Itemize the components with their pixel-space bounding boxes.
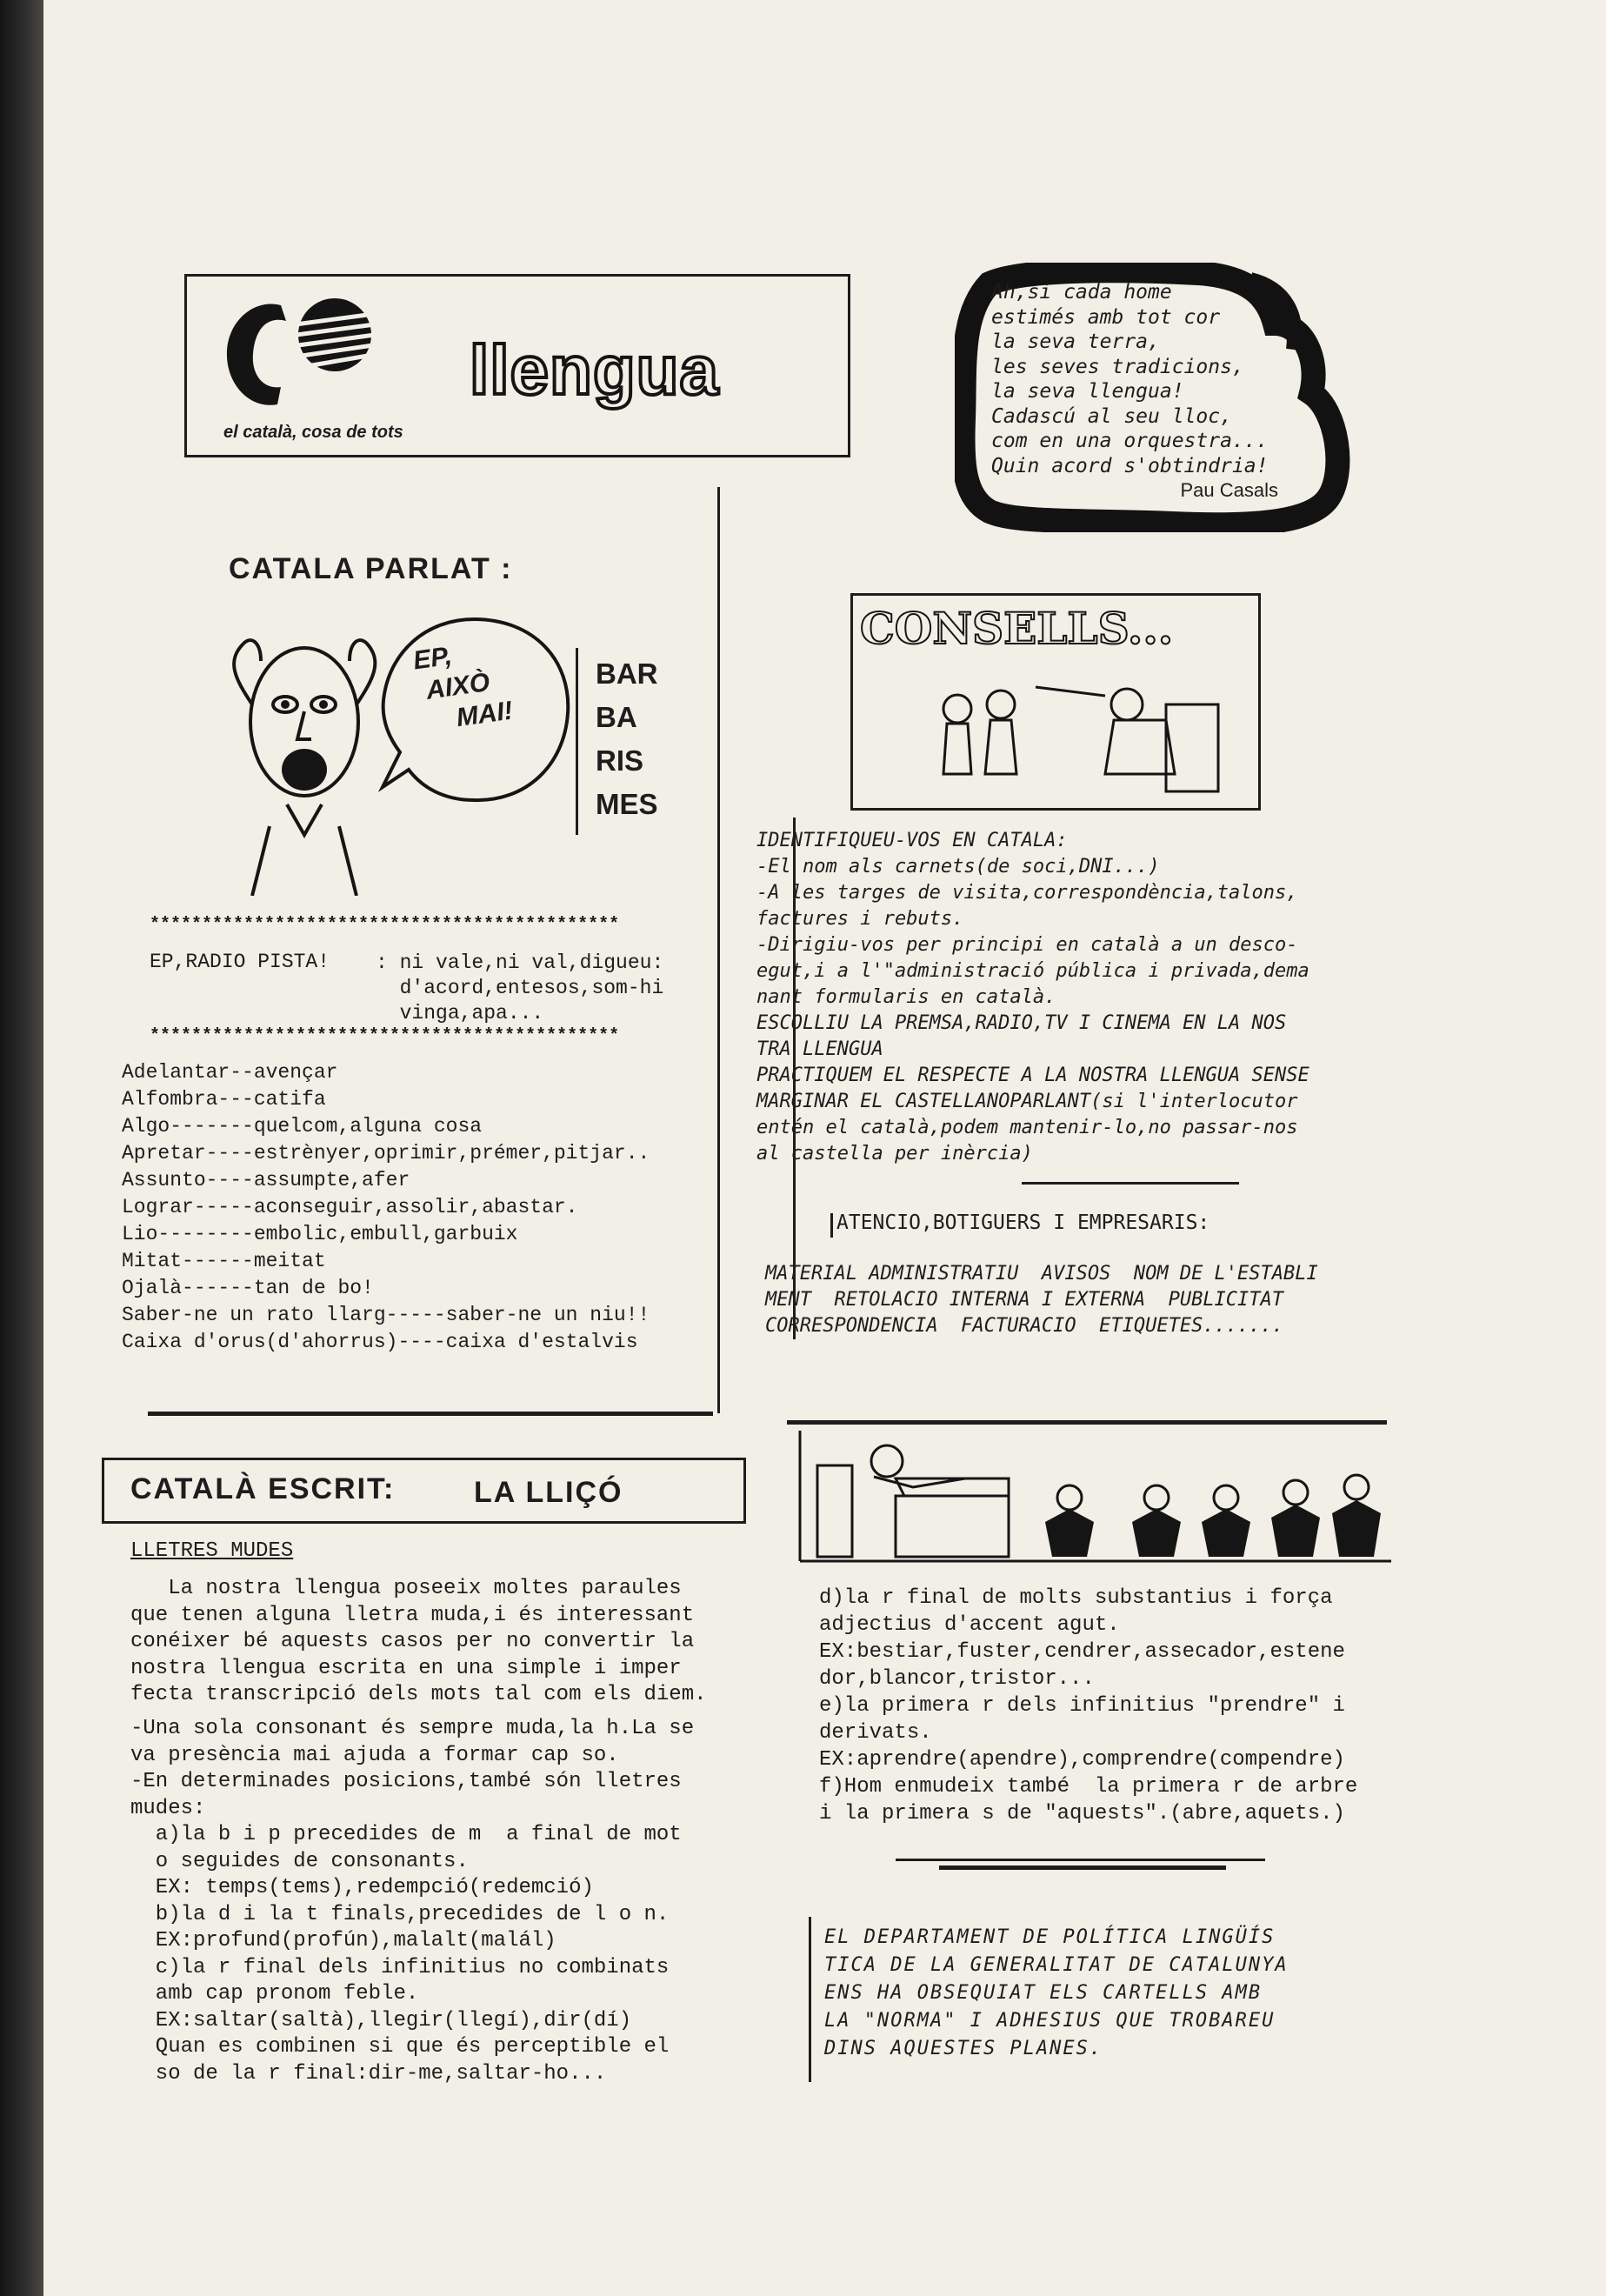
word-pair: Assunto----assumpte,afer (122, 1169, 410, 1191)
departament-note (824, 1924, 1289, 2063)
rule-line: amb cap pronom feble. (130, 1982, 419, 2006)
barbarismes-rule (576, 648, 578, 835)
consells-line: IDENTIFIQUEU-VOS EN CATALA: (756, 830, 1068, 851)
rule-line: b)la d i la t finals,precedides de l o n. (130, 1902, 670, 1926)
barbarismes-syllable: MES (596, 788, 658, 820)
word-pair: Adelantar--avençar (122, 1061, 338, 1084)
word-pair: Apretar----estrènyer,oprimir,prémer,pitjar.. (122, 1142, 650, 1165)
consells-line: TRA LLENGUA (756, 1038, 883, 1060)
rule-line: d)la r final de molts substantius i força (819, 1586, 1333, 1610)
rule-line: derivats. (819, 1721, 932, 1745)
intro-line: La nostra llengua poseeix moltes paraules (130, 1577, 682, 1600)
rule-line: -En determinades posicions,també són lletres (130, 1770, 682, 1793)
word-pair: Ojalà------tan de bo! (122, 1277, 374, 1299)
rule-line: mudes: (130, 1796, 206, 1820)
rule-line: va presència mai ajuda a formar cap so. (130, 1743, 619, 1767)
radio-line: d'acord,entesos,som-hi (376, 977, 664, 999)
material-list (765, 1261, 1318, 1339)
rule-line: EX:saltar(saltà),llegir(llegí),dir(dí) (130, 2008, 632, 2032)
quote-line: les seves tradicions, (991, 355, 1244, 378)
quote-text (991, 280, 1339, 504)
consells-line: factures i rebuts. (756, 908, 964, 930)
barbarismes-list (122, 1059, 650, 1356)
rule-line: f)Hom enmudeix també la primera r de arbre (819, 1775, 1358, 1799)
quote-line: Cadascú al seu lloc, (991, 404, 1232, 428)
radio-pista-label: EP,RADIO PISTA! (150, 951, 330, 973)
campaign-logo (213, 290, 387, 420)
barbarismes-syllable: RIS (596, 744, 644, 777)
intro-line: fecta transcripció dels mots tal com els diem. (130, 1683, 707, 1706)
rule-line: EX:bestiar,fuster,cendrer,assecador,estene (819, 1640, 1345, 1664)
radio-line: : ni vale,ni val,digueu: (376, 951, 664, 974)
section-title: llengua (470, 331, 720, 409)
radio-pista-text (376, 951, 663, 1026)
escrit-heading-box (102, 1458, 746, 1524)
material-line: MENT RETOLACIO INTERNA I EXTERNA PUBLICITAT (765, 1289, 1284, 1311)
rule-line: dor,blancor,tristor... (819, 1667, 1095, 1691)
quote-author: Pau Casals (1180, 479, 1278, 501)
rule-line: e)la primera r dels infinitius "prendre" i (819, 1694, 1345, 1718)
word-pair: Algo-------quelcom,alguna cosa (122, 1115, 483, 1138)
intro-line: conéixer bé aquests casos per no convertir la (130, 1630, 695, 1653)
rule-line: Quan es combinen si que és perceptible el (130, 2035, 670, 2059)
lletres-mudes-subheading: LLETRES MUDES (130, 1539, 294, 1563)
consells-line: ESCOLLIU LA PREMSA,RADIO,TV I CINEMA EN LA NOS (756, 1012, 1287, 1034)
star-rule-bottom: ********************************************* (150, 1026, 620, 1046)
bubble-line: EP, (411, 641, 454, 676)
teacher-children-illustration (905, 670, 1236, 800)
decorative-double-rule (939, 1866, 1226, 1870)
quote-line: Ah,si cada home (991, 281, 1172, 304)
classroom-illustration (791, 1426, 1400, 1570)
escrit-heading: CATALÀ ESCRIT: (130, 1472, 396, 1505)
escrit-rules-right (819, 1585, 1357, 1827)
decorative-double-rule (896, 1859, 1265, 1861)
rule-line: o seguides de consonants. (130, 1849, 469, 1873)
radio-line: vinga,apa... (376, 1002, 544, 1025)
departament-line: DINS AQUESTES PLANES. (824, 2038, 1103, 2059)
consells-line: -A les targes de visita,correspondència,talons, (756, 882, 1298, 904)
rule-line: i la primera s de "aquests".(abre,aquets.) (819, 1802, 1345, 1825)
escrit-lesson: LA LLIÇÓ (474, 1476, 623, 1509)
rule-line: EX:aprendre(apendre),comprendre(compendre) (819, 1748, 1345, 1772)
consells-rule (1022, 1182, 1239, 1185)
magazine-page (43, 0, 1606, 2296)
bubble-line: AIXÒ (424, 667, 492, 705)
consells-line: PRACTIQUEM EL RESPECTE A LA NOSTRA LLENGUA SENSE (756, 1065, 1309, 1086)
consells-text (756, 828, 1309, 1167)
parlat-heading: CATALA PARLAT : (229, 552, 513, 585)
speech-bubble-text (411, 633, 515, 739)
word-pair: Caixa d'orus(d'ahorrus)----caixa d'estalvis (122, 1331, 638, 1353)
word-pair: Alfombra---catifa (122, 1088, 326, 1111)
rule-line: -Una sola consonant és sempre muda,la h.La se (130, 1717, 695, 1740)
consells-line: nant formularis en català. (756, 986, 1056, 1008)
bubble-line: MAI! (454, 696, 515, 733)
rule-line: adjectius d'accent agut. (819, 1613, 1120, 1637)
quote-line: estimés amb tot cor (991, 305, 1221, 329)
material-line: CORRESPONDENCIA FACTURACIO ETIQUETES....... (765, 1315, 1284, 1337)
consells-box (850, 593, 1261, 811)
barbarismes-syllable: BAR (596, 657, 658, 690)
barbarismes-label (596, 652, 658, 826)
binding-shadow (0, 0, 43, 2296)
intro-line: que tenen alguna lletra muda,i és interessant (130, 1603, 695, 1627)
consells-line: al castella per inèrcia) (756, 1143, 1033, 1165)
quote-line: la seva terra, (991, 330, 1160, 353)
rule-line: c)la r final dels infinitius no combinats (130, 1955, 670, 1979)
departament-line: LA "NORMA" I ADHESIUS QUE TROBAREU (824, 2010, 1276, 2032)
word-pair: Lograr-----aconseguir,assolir,abastar. (122, 1196, 578, 1218)
quote-line: la seva llengua! (991, 380, 1184, 403)
section-separator-left (148, 1412, 713, 1416)
section-separator-right (787, 1420, 1387, 1425)
rule-line: EX:profund(profún),malalt(malál) (130, 1929, 556, 1952)
word-pair: Saber-ne un rato llarg-----saber-ne un niu!! (122, 1304, 650, 1326)
logo-tagline: el català, cosa de tots (223, 423, 403, 442)
quote-line: com en una orquestra... (991, 430, 1269, 452)
departament-frame (809, 1917, 811, 2082)
consells-line: -Dirigiu-vos per principi en català a un desco- (756, 934, 1298, 956)
escrit-rules (130, 1716, 694, 2087)
consells-line: entén el català,podem mantenir-lo,no passar-nos (756, 1117, 1298, 1138)
quote-line: Quin acord s'obtindria! (991, 454, 1269, 477)
star-rule-top: ********************************************* (150, 915, 620, 935)
escrit-intro (130, 1576, 707, 1709)
rule-line: so de la r final:dir-me,saltar-ho... (130, 2061, 607, 2086)
consells-title: CONSELLS... (860, 603, 1174, 654)
word-pair: Mitat------meitat (122, 1250, 326, 1272)
departament-line: ENS HA OBSEQUIAT ELS CARTELLS AMB (824, 1982, 1263, 2004)
llengua-header-box (184, 274, 850, 457)
departament-line: EL DEPARTAMENT DE POLÍTICA LINGÜÍS (824, 1926, 1276, 1948)
atencio-heading: ATENCIO,BOTIGUERS I EMPRESARIS: (836, 1211, 1210, 1234)
departament-line: TICA DE LA GENERALITAT DE CATALUNYA (824, 1954, 1289, 1976)
consells-line: egut,i a l'"administració pública i privada,dema (756, 960, 1309, 982)
barbarismes-syllable: BA (596, 701, 637, 733)
material-line: MATERIAL ADMINISTRATIU AVISOS NOM DE L'ESTABLI (765, 1263, 1318, 1285)
consells-line: MARGINAR EL CASTELLANOPARLANT(si l'interlocutor (756, 1091, 1298, 1112)
column-divider (717, 487, 720, 1413)
intro-line: nostra llengua escrita en una simple i imper (130, 1656, 682, 1680)
consells-line: -El nom als carnets(de soci,DNI...) (756, 856, 1160, 878)
rule-line: a)la b i p precedides de m a final de mot (130, 1823, 682, 1846)
rule-line: EX: temps(tems),redempció(redemció) (130, 1876, 594, 1899)
word-pair: Lio--------embolic,embull,garbuix (122, 1223, 518, 1245)
atencio-bar (830, 1213, 833, 1238)
